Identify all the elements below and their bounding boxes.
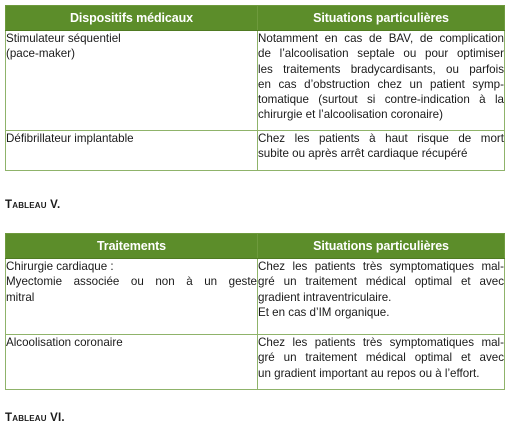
cell-line: en cas d’obstruction chez un patient symp- bbox=[258, 77, 504, 91]
table-dispositifs-medicaux bbox=[5, 5, 505, 171]
cell-line: chirurgie et l’alcoolisation coronaire) bbox=[258, 108, 443, 122]
column-header-dispositifs: Dispositifs médicaux bbox=[6, 6, 258, 31]
cell-line: mitral bbox=[6, 290, 35, 304]
table-cell-situation bbox=[258, 31, 505, 131]
cell-line: Myectomie associée ou non à un geste bbox=[6, 275, 257, 289]
table-row bbox=[6, 259, 505, 335]
cell-line: les traitements bradycardisants, ou parfois bbox=[258, 62, 504, 76]
cell-line: gradient intraventriculaire. bbox=[258, 290, 392, 304]
cell-line: gré un traitement médical optimal et avec bbox=[258, 351, 504, 365]
column-header-situations: Situations particulières bbox=[258, 6, 505, 31]
column-header-traitements: Traitements bbox=[6, 234, 258, 259]
cell-line: Alcoolisation coronaire bbox=[6, 336, 123, 349]
cell-line: tomatique (surtout si contre-indication à la bbox=[258, 93, 504, 107]
cell-line: gré un traitement médical optimal et avec bbox=[258, 275, 504, 289]
table-cell-device bbox=[6, 31, 258, 131]
table-caption: Tableau V. bbox=[5, 199, 61, 211]
cell-line: Stimulateur séquentiel bbox=[6, 32, 121, 45]
cell-line: Défibrillateur implantable bbox=[6, 132, 134, 145]
table-cell-treatment bbox=[6, 259, 258, 335]
cell-line: subite ou après arrêt cardiaque récupéré bbox=[258, 147, 468, 161]
table-row bbox=[6, 31, 505, 131]
table-header-row bbox=[6, 234, 505, 259]
cell-line: de l’alcoolisation septale ou pour optimiser bbox=[258, 47, 504, 61]
cell-line: Notamment en cas de BAV, de complication bbox=[258, 32, 504, 45]
table-row bbox=[6, 335, 505, 390]
table-header-row bbox=[6, 6, 505, 31]
cell-line: Et en cas d’IM organique. bbox=[258, 305, 390, 319]
table-cell-situation bbox=[258, 259, 505, 335]
table-caption: Tableau VI. bbox=[5, 412, 65, 424]
table-cell-treatment bbox=[6, 335, 258, 390]
cell-line: Chez les patients à haut risque de mort bbox=[258, 132, 504, 145]
cell-line: Chez les patients très symptomatiques mal- bbox=[258, 260, 504, 273]
table-cell-situation bbox=[258, 335, 505, 390]
cell-line: (pace-maker) bbox=[6, 47, 75, 61]
cell-line: Chirurgie cardiaque : bbox=[6, 260, 114, 273]
table-cell-device bbox=[6, 131, 258, 171]
cell-line: Chez les patients très symptomatiques mal- bbox=[258, 336, 504, 349]
column-header-situations: Situations particulières bbox=[258, 234, 505, 259]
cell-line: un gradient important au repos ou à l’effort. bbox=[258, 366, 480, 380]
table-cell-situation bbox=[258, 131, 505, 171]
table-traitements bbox=[5, 233, 505, 390]
table-row bbox=[6, 131, 505, 171]
